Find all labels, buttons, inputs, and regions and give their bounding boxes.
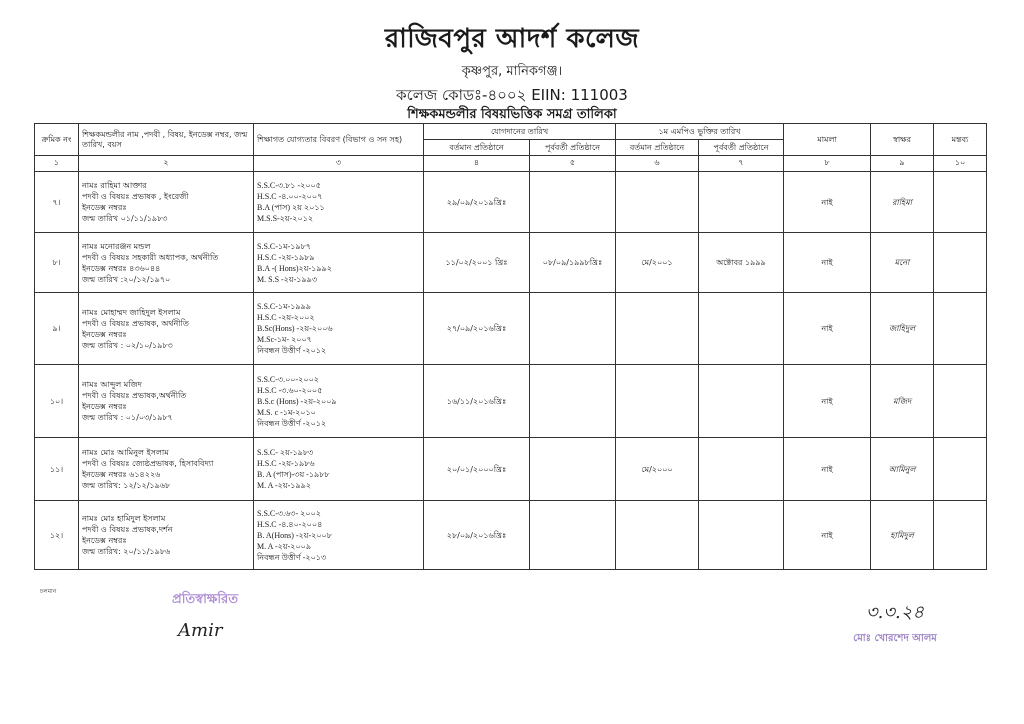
teacher-name: নামঃ আব্দুল মজিদ [82,380,142,389]
col-mpo-current: বর্তমান প্রতিষ্ঠানে [616,140,699,156]
education-line: নিবন্ধন উত্তীর্ণ -২০১২ [257,418,327,428]
attestation-stamp [160,590,300,700]
education-line: B.S.c (Hons) -২য়-২০০৯ [257,396,337,406]
join-current-cell: ২৯/০৯/২০১৯খ্রিঃ [424,172,530,233]
attested-label: প্রতিস্বাক্ষরিত [172,592,239,607]
join-current-cell: ২৭/০৯/২০১৬খ্রিঃ [424,293,530,365]
education-line: B. A (পাস)-৩য় -১৯৮৮ [257,470,330,479]
col-remarks: মন্তব্য [934,124,987,156]
teacher-dob: জন্ম তারিখ ০১/১১/১৯৮৩ [82,214,168,223]
column-number-row [35,156,987,172]
serial-cell: ১০। [35,365,79,438]
col-mpo-date: ১ম এমপিও ভুক্তির তারিখ [616,124,784,140]
education-line: S.S.C-৩.৬৩- ২০০২ [257,508,321,518]
signature-cell: মনো [871,233,934,293]
principal-stamp [810,598,980,698]
teacher-designation: পদবী ও বিষয়ঃ প্রভাষক,অর্থনীতি [82,391,187,400]
mpo-current-cell: মে/২০০০ [616,438,699,501]
education-line: H.S.C -৩.৬০-২০০৫ [257,385,323,395]
college-name: রাজিবপুর আদর্শ কলেজ [384,24,640,54]
col-joining-previous: পূর্ববর্তী প্রতিষ্ঠানে [530,140,616,156]
column-number: ৩ [254,156,424,172]
education-line: S.S.C-৩.০০-২০০২ [257,374,319,384]
mpo-previous-cell [699,172,784,233]
education-line: M. A -২য়-২০০৯ [257,541,312,551]
signature-cell: রাহিমা [871,172,934,233]
column-number: ৯ [871,156,934,172]
education-line: M.Sc-১ম- ২০০৭ [257,335,312,344]
table-row [35,293,987,365]
teacher-designation: পদবী ও বিষয়ঃ প্রভাষক , ইংরেজী [82,192,189,201]
teacher-dob: জন্ম তারিখ: ১২/১২/১৯৬৮ [82,481,171,490]
column-number: ৭ [699,156,784,172]
mpo-previous-cell [699,365,784,438]
teacher-info-cell [79,172,254,233]
table-body [35,156,987,570]
serial-cell: ৮। [35,233,79,293]
education-line: S.S.C-১ম-১৯৮৭ [257,241,311,251]
education-line: M.S.S-২য়-২০১২ [257,214,314,223]
signature-cell: হামিদুল [871,501,934,570]
education-line: M. A -২য়-১৯৯২ [257,481,312,490]
remarks-cell [934,438,987,501]
serial-cell: ৭। [35,172,79,233]
join-current-cell: ২০/০১/২০০০খ্রিঃ [424,438,530,501]
teacher-designation: পদবী ও বিষয়ঃ জ্যেষ্ঠপ্রভাষক, হিসাববিদ্যা [82,459,214,468]
col-joining-date: যোগদানের তারিখ [424,124,616,140]
principal-name: মোঃ খোরশেদ আলম [853,633,937,644]
case-cell: নাই [784,293,871,365]
teacher-info-cell [79,365,254,438]
teacher-index: ইনডেক্স নম্বরঃ [82,402,127,411]
column-number: ৫ [530,156,616,172]
left-signature: Amir [178,620,223,641]
education-line: H.S.C -৪.০০-২০০৭ [257,192,323,201]
signature-cell: জাহিদুল [871,293,934,365]
table-title: শিক্ষকমন্ডলীর বিষয়ভিত্তিক সমগ্র তালিকা [407,107,617,122]
join-previous-cell [530,501,616,570]
join-current-cell: ২৮/০৯/২০১৬খ্রিঃ [424,501,530,570]
footnote: চলমান [40,588,57,595]
college-code-line: কলেজ কোডঃ-৪০০২ EIIN: 111003 [396,86,628,104]
column-number: ২ [79,156,254,172]
teacher-name: নামঃ মোঃ আমিনুল ইসলাম [82,448,169,457]
column-number: ১০ [934,156,987,172]
col-name-info: শিক্ষকমন্ডলীর নাম ,পদবী , বিষয়, ইনডেক্স নম্বর, জন্ম তারিখ, বয়স [79,124,254,156]
teacher-name: নামঃ মোহাম্মদ জাহিদুল ইসলাম [82,307,181,317]
education-line: S.S.C-৩.৮১ -২০০৫ [257,181,321,190]
education-line: নিবন্ধন উত্তীর্ণ -২০১২ [257,346,327,355]
teacher-info-cell [79,438,254,501]
join-previous-cell [530,365,616,438]
education-line: H.S.C -২য়-১৯৮৯ [257,252,315,262]
table-row [35,172,987,233]
mpo-current-cell: মে/২০০১ [616,233,699,293]
join-current-cell: ১১/০২/২০০১ খ্রিঃ [424,233,530,293]
teacher-info-cell [79,293,254,365]
column-number: ৮ [784,156,871,172]
education-line: H.S.C -২য়-২০০২ [257,313,315,322]
serial-cell: ৯। [35,293,79,365]
teacher-dob: জন্ম তারিখ: ২০/১১/১৯৮৬ [82,547,171,556]
education-cell [254,365,424,438]
remarks-cell [934,293,987,365]
mpo-current-cell [616,172,699,233]
column-number: ৬ [616,156,699,172]
remarks-cell [934,233,987,293]
teacher-info-cell [79,233,254,293]
education-line: M. S.S -২য়-১৯৯৩ [257,274,318,284]
education-line: B.Sc(Hons) -২য়-২০০৬ [257,324,333,333]
mpo-previous-cell: অক্টোবর ১৯৯৯ [699,233,784,293]
teacher-table [34,123,987,570]
case-cell: নাই [784,172,871,233]
case-cell: নাই [784,438,871,501]
education-cell [254,233,424,293]
teacher-dob: জন্ম তারিখ : ০১/০৩/১৯৮৭ [82,413,173,422]
join-previous-cell: ০৮/০৯/১৯৯৮খ্রিঃ [530,233,616,293]
education-cell [254,172,424,233]
education-line: B. A(Hons) -২য়-২০০৮ [257,530,332,540]
table-row [35,233,987,293]
join-previous-cell [530,172,616,233]
case-cell: নাই [784,365,871,438]
col-joining-current: বর্তমান প্রতিষ্ঠানে [424,140,530,156]
education-cell [254,501,424,570]
education-line: S.S.C-১ম-১৯৯৯ [257,302,311,311]
teacher-designation: পদবী ও বিষয়ঃ প্রভাষক,দর্শন [82,525,173,534]
teacher-info-cell [79,501,254,570]
education-cell [254,438,424,501]
col-serial: ক্রমিক নং [35,124,79,156]
mpo-current-cell [616,365,699,438]
col-signature: স্বাক্ষর [871,124,934,156]
teacher-dob: জন্ম তারিখ : ০২/১০/১৯৮৩ [82,340,173,350]
right-signature: ৩.৩.২৪ [865,602,925,623]
mpo-current-cell [616,501,699,570]
col-mpo-previous: পূর্ববর্তী প্রতিষ্ঠানে [699,140,784,156]
remarks-cell [934,501,987,570]
education-line: H.S.C -৪.৪০-২০০৪ [257,519,323,529]
serial-cell: ১১। [35,438,79,501]
teacher-index: ইনডেক্স নম্বরঃ ৪৩৬০৪৪ [82,263,161,273]
join-current-cell: ১৬/১১/২০১৬খ্রিঃ [424,365,530,438]
column-number: ৪ [424,156,530,172]
mpo-previous-cell [699,501,784,570]
mpo-previous-cell [699,293,784,365]
teacher-index: ইনডেক্স নম্বরঃ ৬১৪২২৬ [82,470,161,479]
case-cell: নাই [784,233,871,293]
mpo-previous-cell [699,438,784,501]
serial-cell: ১২। [35,501,79,570]
case-cell: নাই [784,501,871,570]
education-line: নিবন্ধন উত্তীর্ণ -২০১৩ [257,552,327,562]
col-education: শিক্ষাগত যোগ্যতার বিবরণ (বিভাগ ও সন সহ) [254,124,424,156]
remarks-cell [934,172,987,233]
teacher-designation: পদবী ও বিষয়ঃ প্রভাষক, অর্থনীতি [82,318,189,328]
table-row [35,438,987,501]
signature-cell: আমিনুল [871,438,934,501]
college-address: কৃষ্ণপুর, মানিকগঞ্জ। [461,64,563,79]
teacher-index: ইনডেক্স নম্বরঃ [82,329,127,339]
education-cell [254,293,424,365]
teacher-name: নামঃ মনোরঞ্জন মন্ডল [82,241,151,251]
join-previous-cell [530,438,616,501]
teacher-name: নামঃ মোঃ হামিদুল ইসলাম [82,514,166,523]
column-number: ১ [35,156,79,172]
remarks-cell [934,365,987,438]
teacher-index: ইনডেক্স নম্বরঃ [82,203,127,212]
teacher-index: ইনডেক্স নম্বরঃ [82,536,127,545]
teacher-designation: পদবী ও বিষয়ঃ সহকারী অধ্যাপক, অর্থনীতি [82,252,219,262]
education-line: B.A -( Hons)২য়-১৯৯২ [257,263,332,273]
signature-cell: মজিদ [871,365,934,438]
table-row [35,501,987,570]
join-previous-cell [530,293,616,365]
education-line: S.S.C- ২য়-১৯৮৩ [257,448,314,457]
education-line: M.S. c -১ম-২০১০ [257,407,316,417]
education-line: H.S.C -২য়-১৯৮৬ [257,459,315,468]
mpo-current-cell [616,293,699,365]
teacher-dob: জন্ম তারিখ :২০/১২/১৯৭০ [82,274,171,284]
teacher-name: নামঃ রাহিমা আক্তার [82,181,147,190]
col-case: মামলা [784,124,871,156]
table-row [35,365,987,438]
education-line: B.A (পাস) ২য় ২০১১ [257,203,325,212]
